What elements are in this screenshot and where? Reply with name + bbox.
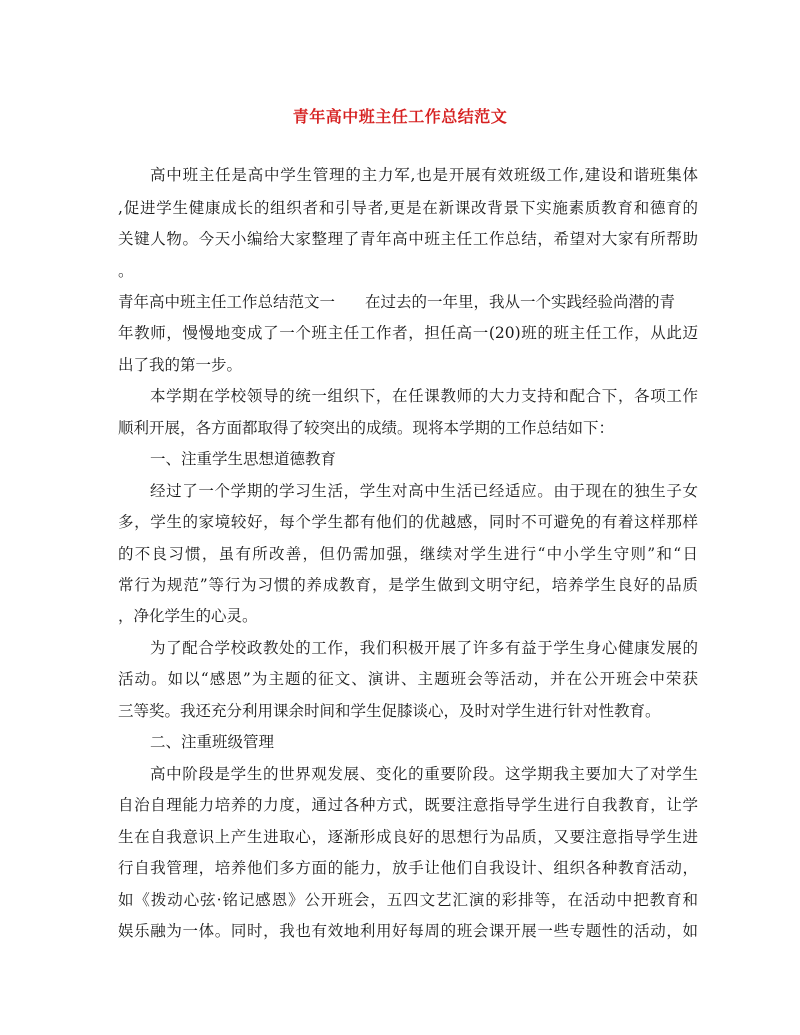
paragraph-line: 三等奖。我还充分利用课余时间和学生促膝谈心，及时对学生进行针对性教育。 bbox=[118, 702, 661, 720]
paragraph-line: 如《拨动心弦·铭记感恩》公开班会，五四文艺汇演的彩排等，在活动中把教育和 bbox=[118, 891, 698, 909]
paragraph-text: 在过去的一年里，我从一个实践经验尚潜的青 bbox=[365, 293, 676, 311]
paragraph-line: 为了配合学校政教处的工作，我们积极开展了许多有益于学生身心健康发展的 bbox=[150, 639, 698, 657]
subheading: 一、注重学生思想道德教育 bbox=[150, 450, 337, 468]
paragraph-line: ，净化学生的心灵。 bbox=[118, 607, 258, 625]
paragraph-line: 本学期在学校领导的统一组织下，在任课教师的大力支持和配合下，各项工作 bbox=[150, 387, 698, 405]
paragraph-line: 行自我管理，培养他们多方面的能力，放手让他们自我设计、组织各种教育活动， bbox=[118, 859, 698, 877]
paragraph-line: 常行为规范”等行为习惯的养成教育，是学生做到文明守纪，培养学生良好的品质 bbox=[118, 576, 698, 594]
paragraph-line: 关键人物。今天小编给大家整理了青年高中班主任工作总结，希望对大家有所帮助 bbox=[118, 230, 698, 248]
paragraph-line: 。 bbox=[118, 262, 134, 280]
paragraph-line: 自治自理能力培养的力度，通过各种方式，既要注意指导学生进行自我教育，让学 bbox=[118, 796, 698, 814]
paragraph-line: 经过了一个学期的学习生活，学生对高中生活已经适应。由于现在的独生子女 bbox=[150, 482, 698, 500]
paragraph-line: 顺利开展，各方面都取得了较突出的成绩。现将本学期的工作总结如下： bbox=[118, 419, 615, 437]
paragraph-line: 娱乐融为一体。同时，我也有效地利用好每周的班会课开展一些专题性的活动，如 bbox=[118, 922, 698, 940]
paragraph-line: 的不良习惯，虽有所改善，但仍需加强，继续对学生进行“中小学生守则”和“日 bbox=[118, 545, 698, 563]
paragraph-line: 多，学生的家境较好，每个学生都有他们的优越感，同时不可避免的有着这样那样 bbox=[118, 513, 698, 531]
paragraph-line: ,促进学生健康成长的组织者和引导者,更是在新课改背景下实施素质教育和德育的 bbox=[118, 199, 698, 217]
section-heading-line bbox=[118, 292, 698, 312]
document-title: 青年高中班主任工作总结范文 bbox=[292, 107, 508, 126]
paragraph-line: 出了我的第一步。 bbox=[118, 356, 243, 374]
paragraph-line: 活动。如以“感恩”为主题的征文、演讲、主题班会等活动，并在公开班会中荣获 bbox=[118, 670, 698, 688]
paragraph-line: 年教师，慢慢地变成了一个班主任工作者，担任高一(20)班的班主任工作，从此迈 bbox=[118, 324, 698, 342]
paragraph-line: 高中阶段是学生的世界观发展、变化的重要阶段。这学期我主要加大了对学生 bbox=[150, 765, 698, 783]
paragraph-line: 生在自我意识上产生进取心，逐渐形成良好的思想行为品质，又要注意指导学生进 bbox=[118, 828, 698, 846]
section-heading: 青年高中班主任工作总结范文一 bbox=[118, 293, 336, 311]
paragraph-line: 高中班主任是高中学生管理的主力军,也是开展有效班级工作,建设和谐班集体 bbox=[150, 166, 698, 184]
subheading: 二、注重班级管理 bbox=[150, 733, 275, 751]
